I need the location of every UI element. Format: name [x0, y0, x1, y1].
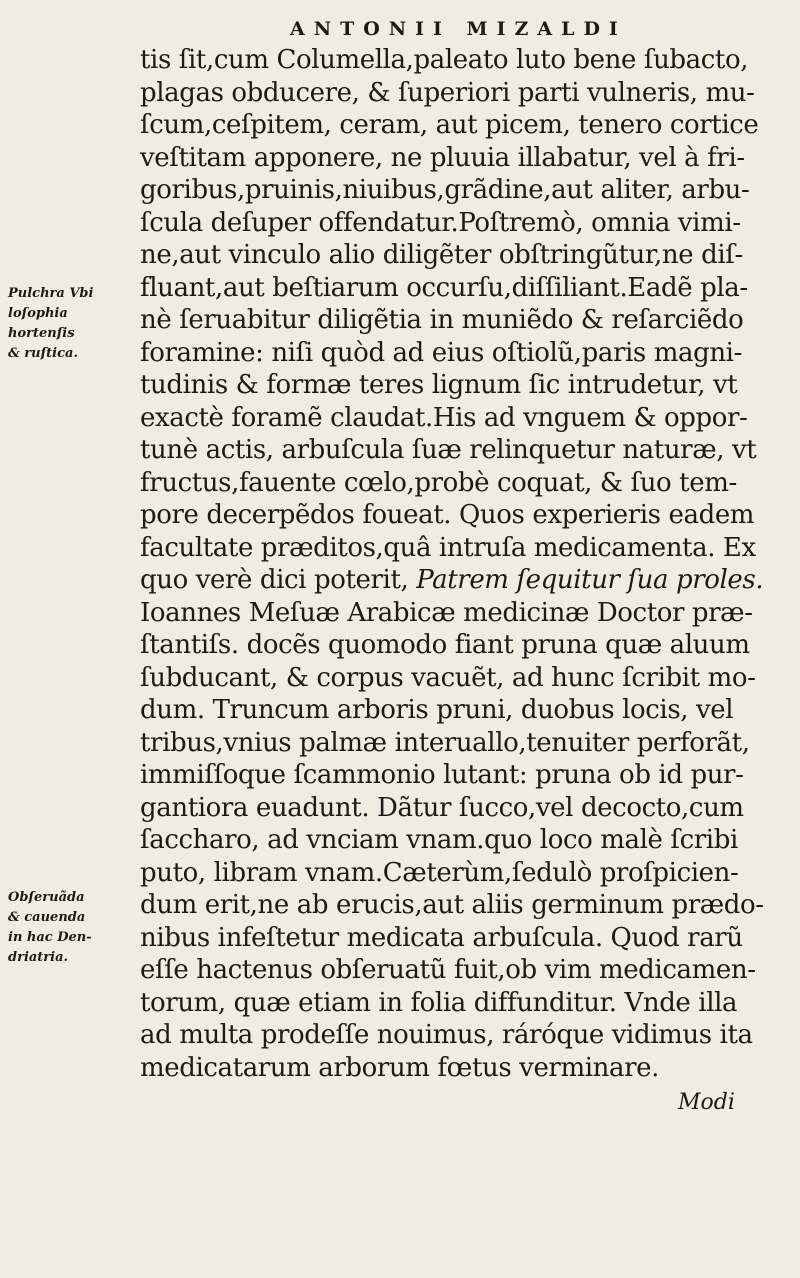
- text-line-roman: quo verè dici poterit,: [140, 565, 417, 595]
- text-line: [140, 337, 780, 370]
- text-line: [140, 142, 780, 175]
- running-head: ANTONII MIZALDI: [290, 18, 627, 40]
- text-line: [140, 564, 780, 597]
- text-line: [140, 597, 780, 630]
- text-line: [140, 304, 780, 337]
- text-line-roman: goribus,pruinis,niuibus,grãdine,aut aliter, arbu-: [140, 175, 750, 205]
- text-line: [140, 727, 780, 760]
- text-line: [140, 239, 780, 272]
- margin-note-line: & cauenda: [8, 910, 86, 925]
- text-line-roman: nibus infeſtetur medicata arbuſcula. Quod rarũ: [140, 922, 743, 953]
- text-line-roman: tudinis & formæ teres lignum ſic intrudetur, vt: [140, 370, 738, 400]
- text-line-roman: pore decerpẽdos foueat. Quos experieris eadem: [140, 500, 755, 530]
- text-line: [140, 694, 780, 727]
- margin-note-pulchra: [8, 284, 93, 364]
- margin-note-line: hortenſis: [8, 326, 75, 341]
- text-line: [140, 954, 780, 987]
- text-line: [140, 987, 780, 1020]
- text-line-roman: dum. Truncum arboris pruni, duobus locis, vel: [140, 695, 734, 725]
- text-line-roman: gantiora euadunt. Dãtur ſucco,vel decocto,cum: [140, 792, 744, 823]
- margin-note-obseruanda: [8, 888, 92, 968]
- text-line: [140, 207, 780, 240]
- text-line: [140, 467, 780, 500]
- body-text: [140, 44, 780, 1084]
- text-line-roman: immiſſoque ſcammonio lutant: pruna ob id pur-: [140, 760, 744, 790]
- text-line-roman: fluant,aut beſtiarum occurſu,diſſiliant.Eadẽ pla-: [140, 272, 748, 303]
- text-line: [140, 922, 780, 955]
- catchword: Modi: [678, 1090, 735, 1115]
- text-line-roman: Ioannes Meſuæ Arabicæ medicinæ Doctor præ-: [140, 597, 753, 628]
- margin-note-line: Obſeruãda: [8, 890, 85, 905]
- text-line: [140, 1019, 780, 1052]
- text-line: [140, 824, 780, 857]
- text-line-roman: plagas obducere, & ſuperiori parti vulneris, mu-: [140, 77, 755, 108]
- text-line: [140, 792, 780, 825]
- text-line: [140, 662, 780, 695]
- text-line-roman: tis ſit,cum Columella,paleato luto bene ſubacto,: [140, 45, 749, 75]
- text-line: [140, 369, 780, 402]
- text-line: [140, 44, 780, 77]
- text-line-roman: ſaccharo, ad vnciam vnam.quo loco malè ſcribi: [140, 825, 738, 855]
- text-line-roman: ad multa prodeſſe nouimus, ráróque vidimus ita: [140, 1020, 753, 1050]
- margin-note-line: driatria.: [8, 950, 69, 965]
- text-line-roman: ſcula deſuper offendatur.Poſtremò, omnia vimi-: [140, 207, 741, 238]
- text-line-roman: tunè actis, arbuſcula ſuæ relinquetur naturæ, vt: [140, 435, 757, 465]
- text-line-roman: tribus,vnius palmæ interuallo,tenuiter perforãt,: [140, 727, 750, 758]
- margin-note-line: Pulchra Vbi: [8, 286, 94, 301]
- margin-note-line: in hac Den-: [8, 930, 92, 945]
- margin-note-line: loſophia: [8, 306, 68, 321]
- text-line: [140, 857, 780, 890]
- text-line-roman: foramine: niſi quòd ad eius oſtiolũ,paris magni-: [140, 337, 742, 368]
- text-line: [140, 499, 780, 532]
- text-line-italic: Patrem ſequitur ſua proles.: [416, 565, 764, 595]
- text-line-roman: fructus,fauente cœlo,probè coquat, & ſuo tem-: [140, 467, 737, 498]
- text-line-roman: veſtitam apponere, ne pluuia illabatur, vel à fri-: [140, 142, 745, 173]
- text-line: [140, 434, 780, 467]
- text-line-roman: torum, quæ etiam in folia diffunditur. Vnde illa: [140, 987, 738, 1018]
- text-line-roman: dum erit,ne ab erucis,aut aliis germinum prædo-: [140, 890, 764, 920]
- text-line: [140, 1052, 780, 1085]
- text-line: [140, 77, 780, 110]
- text-line: [140, 629, 780, 662]
- text-line-roman: puto, libram vnam.Cæterùm,ſedulò proſpicien-: [140, 857, 739, 888]
- text-line: [140, 532, 780, 565]
- text-line: [140, 272, 780, 305]
- text-line-roman: eſſe hactenus obſeruatũ fuit,ob vim medicamen-: [140, 955, 756, 985]
- text-line-roman: ne,aut vinculo alio diligẽter obſtringũtur,ne diſ-: [140, 240, 743, 270]
- text-line-roman: exactè foramẽ claudat.His ad vnguem & oppor-: [140, 402, 748, 433]
- text-line-roman: medicatarum arborum fœtus verminare.: [140, 1052, 659, 1083]
- text-line-roman: facultate præditos,quâ intruſa medicamenta. Ex: [140, 532, 756, 563]
- text-line-roman: ſcum,ceſpitem, ceram, aut picem, tenero cortice: [140, 110, 759, 140]
- margin-note-line: & ruſtica.: [8, 346, 78, 361]
- text-line-roman: nè ſeruabitur diligẽtia in muniẽdo & reſarciẽdo: [140, 305, 744, 335]
- text-line: [140, 889, 780, 922]
- text-line: [140, 402, 780, 435]
- text-line: [140, 174, 780, 207]
- text-line-roman: ſubducant, & corpus vacuẽt, ad hunc ſcribit mo-: [140, 662, 756, 693]
- text-line: [140, 759, 780, 792]
- text-line: [140, 109, 780, 142]
- text-line-roman: ſtantiſs. docẽs quomodo fiant pruna quæ aluum: [140, 630, 750, 660]
